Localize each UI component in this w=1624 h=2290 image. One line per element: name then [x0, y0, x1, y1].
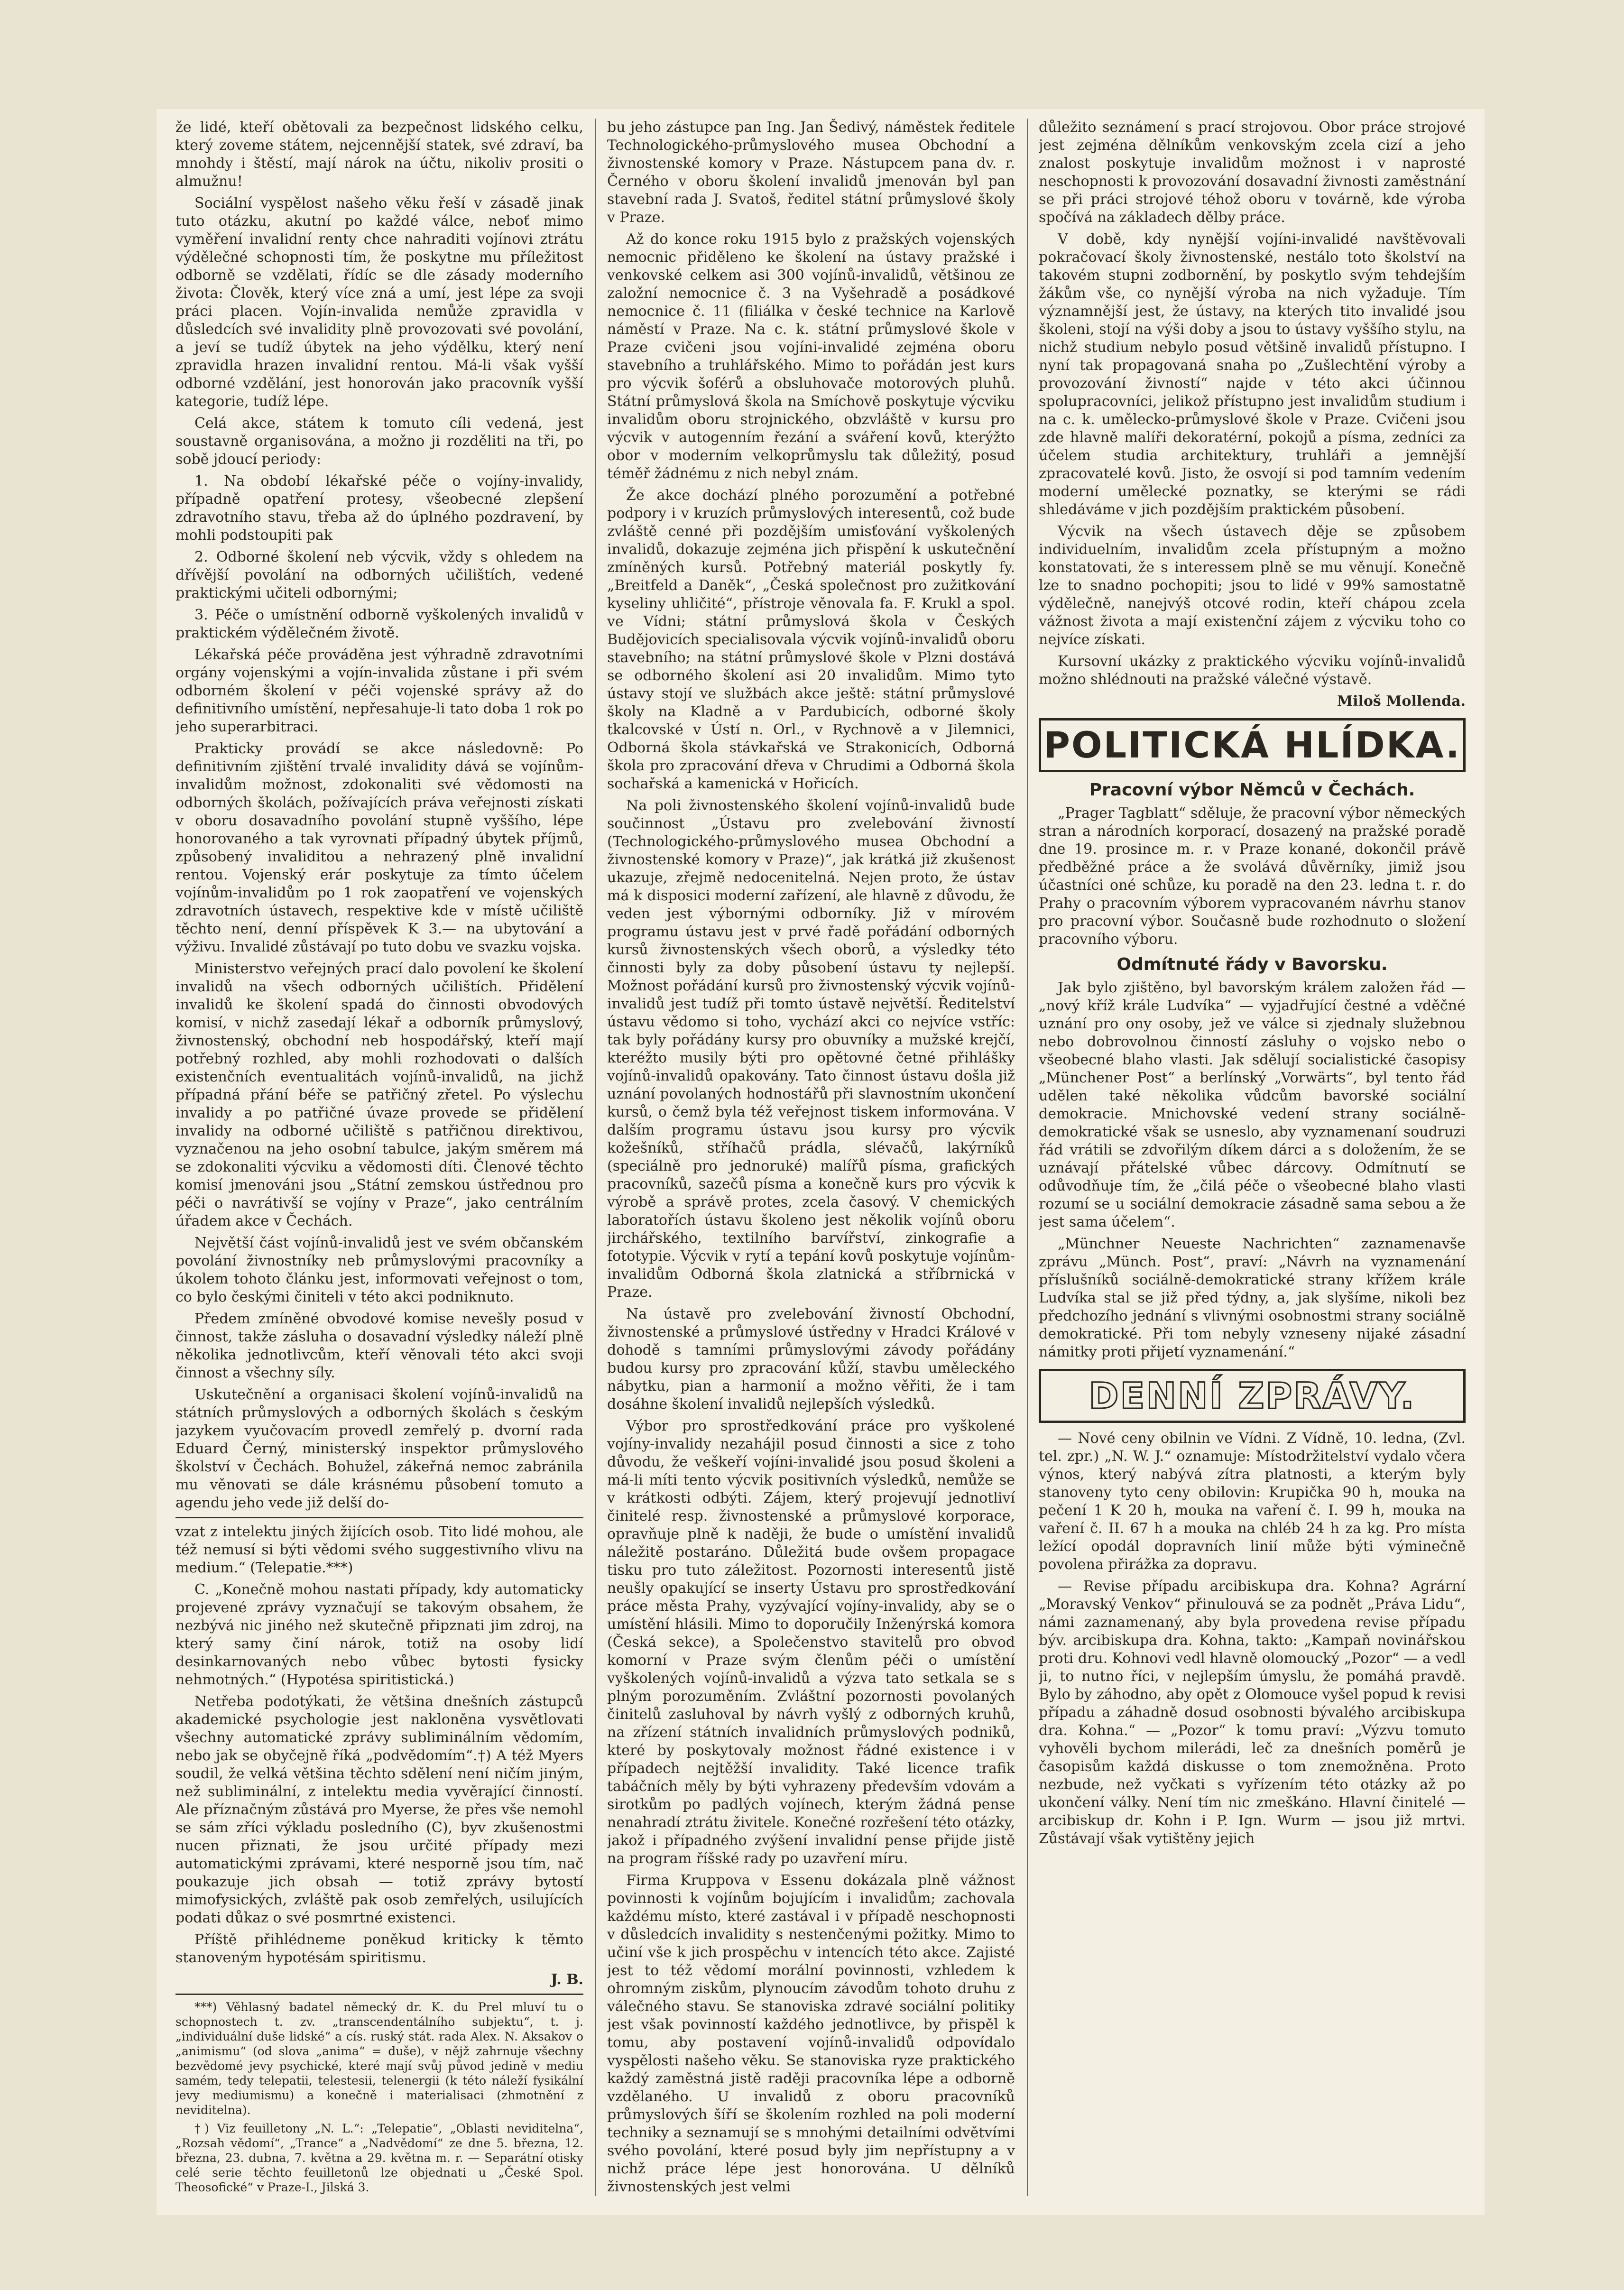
article-paragraph: Předem zmíněné obvodové komise nevešly posud v činnost, takže zásluha o dosavadní výsledky náleží plně několika jednotlivcům, kteří věnovali této akci svoji činnost a všechny síly. [175, 1311, 583, 1381]
feuilleton-paragraph: C. „Konečně mohou nastati případy, kdy automaticky projevené zprávy vyznačují se takovým obsahem, že nezbývá nic jiného než skutečně připznati jim zdroj, na který samy činí nárok, totiž na osoby lidí desinkarnovaných nebo vůbec bytosti fysicky nehmotných.“ (Hypotésa spiritistická.) [175, 1581, 583, 1688]
article-paragraph: bu jeho zástupce pan Ing. Jan Šedivý, náměstek ředitele Technologického-průmyslového musea Obchodní a živnostenské komory v Praze. Nástupcem pana dv. r. Černého v oboru školení invalidů jmenován byl pan stavební rada J. Svatoš, ředitel státní průmyslové školy v Praze. [607, 119, 1015, 226]
article-paragraph: Firma Kruppova v Essenu dokázala plně vážnost povinnosti k vojínům bojujícím i invalidům; zachovala každému místo, které zastával i v případě neschopnosti v důsledcích invalidity s nestenčenými požitky. Mimo to učiní vše k jich prospěchu v intencích této akce. Zajisté jest to též vědomí morální povinnosti, vzhledem k ohromným ziskům, plynoucím závodům tohoto druhu z válečného stavu. Se stanoviska zdravé sociální politiky jest však povinností každého jednotlivce, by přispěl k tomu, aby postavení vojínů-invalidů odpovídalo vyspělosti našeho věku. Se stanoviska ryze praktického každý zaměstná jistě raději pracovníka lépe a odborně vzdělaného. U invalidů z oboru pracovníků průmyslových šíří se školením rozhled na poli moderní techniky a seznamují se s mnohými detailními odvětvími svého povolání, které posud byly jim nepřístupny a v nichž práce lépe jest honorována. U dělníků živnostenských jest velmi [607, 1872, 1015, 2195]
article-paragraph: 2. Odborné školení neb výcvik, vždy s ohledem na dřívější povolání na odborných učilištích, vedené praktickými učiteli odbornými; [175, 549, 583, 601]
article-paragraph: Ministerstvo veřejných prací dalo povolení ke školení invalidů na všech odborných učilištích. Přidělení invalidů ke školení spadá do činnosti obvodových komisí, v nichž zasedají lékař a odborník průmyslový, živnostenský, obchodní neb hospodářský, kteří mají potřebný rozhled, aby mohli rozhodovati o dalších existenčních eventualitách vojínů-invalidů, na jichž případná přání béře se patřičný zřetel. Po výslechu invalidy a po patřičné úvaze provede se přidělení invalidy na odborné učiliště s patřičnou direktivou, vyznačenou na jeho osobní tabulce, jakým směrem má se zdokonaliti výcviku a vědomosti díti. Členové těchto komisí jmenováni jsou „Státní zemskou ústřednou pro péči o navrátivší se vojíny v Praze“, jako centrálním úřadem akce v Čechách. [175, 960, 583, 1229]
article-paragraph: V době, kdy nynější vojíni-invalidé navštěvovali pokračovací školy živnostenské, nestálo toto školství na takovém stupni zodbornění, by poskytlo svým tehdejším žákům vše, co nynější výroba na nich vyžaduje. Tím významnější jest, že ústavy, na kterých tito invalidé jsou školeni, stojí na výši doby a jsou to ústavy vyššího stylu, na nichž studium nebylo posud většině invalidů přístupno. I nyní tak propagovaná snaha po „Zušlechtění výroby a provozování živností“ najde v této akci účinnou spolupracovníci, jelikož přístupno jest invalidům studium i na c. k. umělecko-průmyslové škole v Praze. Cvičeni jsou zde hlavně malíři dekoratérní, pokojů a písma, zedníci za účelem studia architektury, truhláři a jemnější zpracovatelé kovů. Jisto, že osvojí si pod tamním vedením moderní umělecké poznatky, se kterými se rádi shledáváme v jich pozdějším praktickém působení. [1039, 231, 1466, 518]
news-paragraph: „Münchner Neueste Nachrichten“ zaznamenavše zprávu „Münch. Post“, praví: „Návrh na vyznamenání příslušníků sociálně-demokratické strany křížem krále Ludvíka stal se již před týdny, a, jak slyšíme, nikoli bez předchozího jednání s vlivnými osobnostmi strany sociálně demokratické. Při tom nebyly vzneseny nijaké zásadní námitky proti přijetí vyznamenání.“ [1039, 1236, 1466, 1360]
article-paragraph: Největší část vojínů-invalidů jest ve svém občanském povolání živnostníky neb průmyslovými pracovníky a úkolem tohoto článku jest, informovati veřejnost o tom, co bylo českými činiteli v této akci podniknuto. [175, 1235, 583, 1305]
feuilleton-paragraph: vzat z intelektu jiných žijících osob. Tito lidé mohou, ale též nemusí si býti vědomi svého suggestivního vlivu na medium.“ (Telepatie.***) [175, 1524, 583, 1576]
news-paragraph: „Prager Tagblatt“ sděluje, že pracovní výbor německých stran a národních korporací, dosazený na pražské poradě dne 19. prosince m. r. v Praze konané, dokončil právě předběžné práce a že svolává důvěrníky, jimiž jsou účastníci oné schůze, ku poradě na den 23. ledna t. r. do Prahy o pracovním výborem vypracovaném návrhu stanov pro pracovní výbor. Současně bude rozhodnuto o složení pracovního výboru. [1039, 805, 1466, 948]
article-paragraph: Na ústavě pro zvelebování živností Obchodní, živnostenské a průmyslové ústředny v Hradci Králové v dohodě s tamními průmyslovými závody pořádány budou kursy pro zpracování kůží, stavbu uměleckého nábytku, pian a harmonií a možno věřiti, že i tam dosáhne školení invalidů nejlepších výsledků. [607, 1306, 1015, 1413]
column-rule [1027, 119, 1028, 2196]
article-paragraph: Uskutečnění a organisaci školení vojínů-invalidů na státních průmyslových a odborných školách s českým jazykem vyučovacím provedl zemřelý p. dvorní rada Eduard Černý, ministerský inspektor průmyslového školství v Čechách. Bohužel, zákeřná nemoc zabránila mu věnovati se dále krásnému působení tomuto a agendu jeho vede již delší do- [175, 1386, 583, 1511]
footnote-divider [175, 1994, 583, 1995]
article-paragraph: Výcvik na všech ústavech děje se způsobem individuelním, invalidům zcela přístupným a možno konstatovati, že s interessem plně se mu věnují. Konečně lze to snadno pochopiti; jsou to lidé v 99% samostatně výdělečně, nanejvýš otcové rodin, kteří chápou zcela vážnost života a mají existenční zájem z výcviku toho co nejvíce získati. [1039, 523, 1466, 648]
article-paragraph: Sociální vyspělost našeho věku řeší v zásadě jinak tuto otázku, akutní po každé válce, neboť mimo vyměření invalidní renty chce nahraditi vojínovi ztrátu výdělečné schopnosti tím, že poskytne mu příležitost odborně se vzdělati, řídíc se dle zásady moderního života: Člověk, který více zná a umí, jest lépe za svoji práci placen. Vojín-invalida nemůže zpravidla v důsledcích své invalidity plně provozovati své povolání, a jeví se tudíž úbytek na jeho výdělku, který není zpravidla hrazen invalidní rentou. Má-li však vyšší odborné vzdělání, jest honorován jako pracovník vyšší kategorie, tudíž lépe. [175, 195, 583, 410]
article-paragraph: Že akce dochází plného porozumění a potřebné podpory i v kruzích průmyslových interesentů, což bude zvláště cenné při pozdějším umisťování vyškolených invalidů, dokazuje zejména jich přispění k uskutečnění zmíněných kursů. Potřebný materiál poskytly fy. „Breitfeld a Daněk“, „Česká společnost pro zužitkování kyseliny uhličité“, přístroje věnovala fa. F. Krukl a spol. ve Vídni; státní průmyslová škola v Českých Budějovicích specialisovala výcvik vojínů-invalidů oboru stavebního; na státní průmyslové škole v Plzni dostává se odborného školení asi 20 invalidům. Mimo tyto ústavy stojí ve službách akce ještě: státní průmyslové školy na Kladně a v Pardubicích, odborné školy tkalcovské v Ústí n. Orl., v Rychnově a v Jilemnici, Odborná škola stávkařská ve Strakonicích, Odborná škola pro zpracování dřeva v Chrudimi a Odborná škola sochařská a kamenická v Hořicích. [607, 487, 1015, 792]
footnote: †) Viz feuilletony „N. L.“: „Telepatie“, „Oblasti neviditelna“, „Rozsah vědomí“, „Trance“ a „Nadvědomí“ ze dne 5. března, 12. března, 23. dubna, 7. května a 29. května m. r. — Separátní otisky celé serie těchto feuilletonů lze objednati u „České Spol. Theosofické“ v Praze-I., Jilská 3. [175, 2122, 583, 2194]
section-banner-politicka-hlidka: POLITICKÁ HLÍDKA. [1039, 718, 1466, 772]
newspaper-page [157, 109, 1485, 2215]
footnote: ***) Věhlasný badatel německý dr. K. du Prel mluví tu o schopnostech t. zv. „transcendentálního subjektu“, t. j. „individuální duše lidské“ a cís. ruský stát. rada Alex. N. Aksakov o „animismu“ (od slova „anima“ = duše), v nějž zahrnuje všechny bezvědomé jevy psychické, které mají svůj původ jedině v mediu samém, tedy telepatii, telestesii, telenergii (k této náleží fysikální jevy mediumismu) a konečně i materialisaci (zhmotnění z neviditelna). [175, 2000, 583, 2117]
article-paragraph: Výbor pro sprostředkování práce pro vyškolené vojíny-invalidy nezahájil posud činnosti a sice z toho důvodu, že veškeří vojíni-invalidé jsou posud školeni a má-li míti tento výcvik positivních výsledků, nemůže se v krátkosti odbýti. Zájem, který projevují jednotliví činitelé resp. živnostenské a průmyslové korporace, opravňuje plně k naději, že bude o umístění invalidů náležitě postaráno. Důležitá bude ovšem propagace tisku pro tuto záležitost. Pozornosti interesentů jistě neušly opakující se inserty Ústavu pro sprostředkování práce města Prahy, vyzývající vojíny-invalidy, aby se o umístění hlásili. Mimo to doporučily Inženýrská komora (Česká sekce), a Společenstvo stavitelů pro obvod komorní v Praze svým členům péči o umístění vyškolených vojínů-invalidů a výzva tato setkala se s plným porozuměním. Zvláštní pozornosti povolaných činitelů zasluhoval by návrh vyšlý z odborných kruhů, na zřízení státních invalidních průmyslových podniků, které by poskytovaly možnost řádné existence i v případech nejtěžší invalidity. Také licence trafik tabáčních měly by býti vyhrazeny především vdovám a sirotkům po padlých vojínech, kterým žádná pense nenahradí ztrátu živitele. Konečné rozřešení této otázky, jakož i případného zvýšení invalidní pense přijde jistě na program říšské rady po uzavření míru. [607, 1418, 1015, 1867]
author-signature: Miloš Mollenda. [1337, 693, 1466, 710]
news-headline: Odmítnuté řády v Bavorsku. [1116, 955, 1388, 974]
news-headline: Pracovní výbor Němců v Čechách. [1089, 780, 1415, 800]
article-paragraph: Až do konce roku 1915 bylo z pražských vojenských nemocnic přiděleno ke školení na ústavy pražské i venkovské celkem asi 300 vojínů-invalidů, většinou ze založní nemocnice č. 3 na Vyšehradě a posádkové nemocnice č. 11 (filiálka v české technice na Karlově náměstí v Praze. Na c. k. státní průmyslové škole v Praze cvičeni jsou vojíni-invalidé zejména oboru stavebního a truhlářského. Mimo to pořádán jest kurs pro výcvik šoférů a obsluhovače motorových pluhů. Státní průmyslová škola na Smíchově poskytuje výcviku invalidům oboru strojnického, obzvláště v kursu pro výcvik v autogenním řezání a sváření kovů, kterýžto obor v moderním velkoprůmyslu tak důležitý, posud téměř žádnému z nich nebyl znám. [607, 231, 1015, 482]
article-paragraph: Kursovní ukázky z praktického výcviku vojínů-invalidů možno shlédnouti na pražské válečné výstavě. [1039, 653, 1466, 688]
section-divider [175, 1517, 583, 1518]
article-paragraph: Lékařská péče prováděna jest výhradně zdravotními orgány vojenskými a vojín-invalida zůstane i při svém odborném školení v péči vojenské správy až do definitivního umístění, nepřesahuje-li tato doba 1 rok po jeho superarbitraci. [175, 646, 583, 735]
article-paragraph: důležito seznámení s prací strojovou. Obor práce strojové jest zejména dělníkům venkovským zcela cizí a jeho znalost poskytuje invalidům možnost i v naprosté neschopnosti k provozování dosavadní živnosti zaměstnání se při práci strojové téhož oboru v továrně, kde výroba spočívá na základech dělby práce. [1039, 119, 1466, 226]
feuilleton-paragraph: Netřeba podotýkati, že většina dnešních zástupců akademické psychologie jest nakloněna vysvětlovati všechny automatické zprávy subliminálním vědomím, nebo jak se obyčejně říká „podvědomím“.†) A též Myers soudil, že velká většina těchto sdělení není ničím jiným, než subliminální, z intelektu media vyvěrající činností. Ale příznačným zůstává pro Myerse, že přes vše nemohl se sám zříci výkladu posledního (C), byv zkušenostmi nucen přiznati, že jsou určité případy mezi automatickými zprávami, které nesporně jsou tím, nač poukazuje jich obsah — totiž zprávy bytostí mimofysických, zvláště pak osob zemřelých, usilujících podati důkaz o své posmrtné existenci. [175, 1693, 583, 1926]
feuilleton-paragraph: Příště přihlédneme poněkud kriticky k těmto stanoveným hypotésám spiritismu. [175, 1931, 583, 1966]
article-paragraph: Na poli živnostenského školení vojínů-invalidů bude součinnost „Ústavu pro zvelebování živností (Technologického-průmyslového musea Obchodní a živnostenské komory v Praze)“, jak krátká již zkušenost ukazuje, zřejmě nedocenitelná. Nejen proto, že ústav má k disposici moderní zařízení, ale hlavně z důvodu, že veden jest výbornými odborníky. Již v mírovém programu ústavu jest v prvé řadě pořádání odborných kursů živnostenských všech oborů, a výsledky této činnosti byly za doby působení ústavu ty nejlepší. Možnost pořádání kursů pro živnostenský výcvik vojínů-invalidů jest tudíž při tomto ústavě největší. Ředitelství ústavu vědomo si toho, vychází akci co nejvíce vstříc: tak byly pořádány kursy pro obuvníky a mužské krejčí, kteréžto musily býti pro opětovné četné přihlášky vojínů-invalidů opakovány. Tato činnost ústavu došla již uznání povolaných hodnostářů při slavnostním ukončení kursů, o čemž byla též veřejnost tiskem informována. V dalším programu ústavu jsou kursy pro výcvik kožešníků, stříhačů prádla, slévačů, lakýrníků (speciálně pro jednoruké) malířů písma, grafických pracovníků, sazečů písma a konečně kurs pro výcvik k výrobě a správě protes, zcela časový. V chemických laboratořích ústavu školeno jest několik vojínů oboru jirchářského, textilního barvířství, zinkografie a fototypie. Výcvik v rytí a tepání kovů poskytuje vojínům-invalidům Odborná škola zlatnická a stříbrnická v Praze. [607, 797, 1015, 1301]
column-1 [175, 119, 583, 2196]
article-paragraph: Celá akce, státem k tomuto cíli vedená, jest soustavně organisována, a možno ji rozděliti na tři, po sobě jdoucí periody: [175, 415, 583, 468]
news-paragraph: Jak bylo zjištěno, byl bavorským králem založen řád — „nový kříž krále Ludvíka“ — vyjadřující čestné a vděčné uznání pro ony osoby, jež ve válce si zjednaly služebnou nebo dobrovolnou činností zásluhy o vojsko nebo o všeobecné blaho vlasti. Jak sdělují socialistické časopisy „Münchener Post“ a berlínský „Vorwärts“, byl tento řád udělen také několika vůdcům bavorské sociální demokracie. Mnichovské vedení strany sociálně-demokratické však se usneslo, aby vyznamenaní soudruzi řád vrátili se zdvořilým díkem dárci a s doložením, že se uznávají přátelské vůbec dárcovy. Odmítnutí se odůvodňuje tím, že „čilá péče o všeobecné blaho vlasti rozumí se u sociální demokracie zásadně sama sebou a že jest sama účelem“. [1039, 979, 1466, 1230]
column-2 [607, 119, 1015, 2196]
article-paragraph: 1. Na období lékařské péče o vojíny-invalidy, případně opatření protesy, všeobecné zlepšení zdravotního stavu, třeba až do úplného pozdravení, by mohli podstoupiti pak [175, 473, 583, 544]
article-paragraph: 3. Péče o umístnění odborně vyškolených invalidů v praktickém výdělečném životě. [175, 607, 583, 641]
news-paragraph: — Nové ceny obilnin ve Vídni. Z Vídně, 10. ledna, (Zvl. tel. zpr.) „N. W. J.“ oznamuje: Místodržitelství vydalo včera výnos, který nabývá zítra platnosti, a kterým byly stanoveny tyto ceny obilovin: Krupička 90 h, mouka na pečení 1 K 20 h, mouka na vaření č. I. 99 h, mouka na vaření č. II. 67 h a mouka na chléb 24 h za kg. Pro místa ležící opodál dopravních linií může býti výminečně povolena přirážka za dopravu. [1039, 1430, 1466, 1573]
column-3 [1039, 119, 1466, 2196]
section-banner-denni-zpravy: DENNÍ ZPRÁVY. [1039, 1369, 1466, 1423]
news-paragraph: — Revise případu arcibiskupa dra. Kohna? Agrární „Moravský Venkov“ přinulouvá se za podnět „Práva Lidu“, námi zaznamenaný, aby byla provedena revise případu býv. arcibiskupa dra. Kohna, takto: „Kampaň novinářskou proti dru. Kohnovi vedl hlavně olomoucký „Pozor“ — a vedl ji, to nutno říci, v nejlepším úmyslu, že pomáhá pravdě. Bylo by záhodno, aby opět z Olomouce vyšel popud k revisi případu a záhadně dosud osobnosti bývalého arcibiskupa dra. Kohna.“ — „Pozor“ k tomu praví: „Výzvu tomuto vyhověli bychom milerádi, leč za dnešních poměrů je časopisům každá diskusse o tom znemožněna. Proto nezbude, než vyčkati s vyřízením této otázky až po ukončení války. Není tím nic zmeškáno. Hlavní činitelé — arcibiskup dr. Kohn i P. Ign. Wurm — jsou již mrtvi. Zůstávají však vytištěny jejich [1039, 1578, 1466, 1847]
article-paragraph: že lidé, kteří obětovali za bezpečnost lidského celku, který zoveme státem, nejcennější statek, své zdraví, ba mnohdy i štěstí, mají nárok na účtu, nikoliv prositi o almužnu! [175, 119, 583, 190]
author-signature: J. B. [551, 1971, 583, 1988]
column-rule [595, 119, 596, 2196]
article-paragraph: Prakticky provádí se akce následovně: Po definitivním zjištění trvalé invalidity dává se vojínům-invalidům možnost, zdokonaliti své vědomosti na odborných školách, požívajících práva veřejnosti získati v oboru dosavadního povolání stupně vyššího, lépe honorovaného a tak vyrovnati případný úbytek příjmů, způsobený invaliditou a nehrazený plně invalidní rentou. Vojenský erár poskytuje za tímto účelem vojínům-invalidům po 1 rok zaopatření ve vojenských zdravotních ústavech, respektive kde v místě učiliště těchto není, denní příspěvek K 3.— na ubytování a výživu. Invalidé zůstávají po tuto dobu ve svazku vojska. [175, 740, 583, 955]
